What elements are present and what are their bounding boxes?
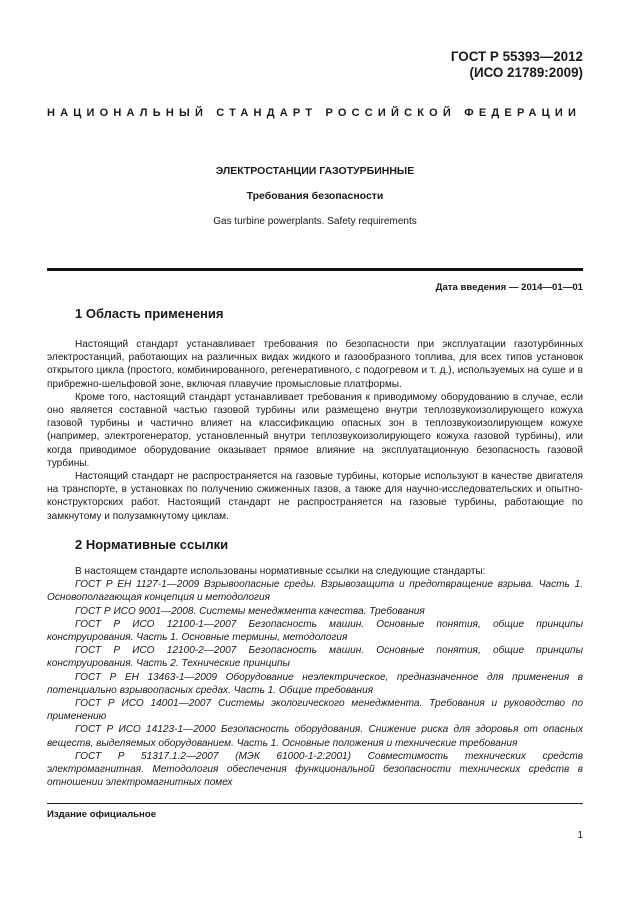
section-1-body [47,338,583,523]
reference-item: ГОСТ Р ИСО 12100-1—2007 Безопасность машин. Основные понятия, общие принципы конструирования. Часть 1. Основные термины, методология [47,618,583,644]
document-subtitle: Требования безопасности [246,190,384,202]
gost-number: ГОСТ Р 55393—2012 [450,49,583,64]
document-title: ЭЛЕКТРОСТАНЦИИ ГАЗОТУРБИННЫЕ [215,165,415,177]
reference-item: ГОСТ Р ЕН 13463-1—2009 Оборудование неэлектрическое, предназначенное для применения в потенциально взрывоопасных средах. Часть 1. Общие требования [47,671,583,696]
section-2-heading: 2 Нормативные ссылки [75,537,229,552]
section-1-paragraph: Кроме того, настоящий стандарт устанавливает требования к приводимому оборудованию в случае, если оно является составной частью газовой турбины или размещено внутри теплозвукоизолирующего кожуха газовой турбины и частично влияет на классификацию опасных зон в теплозвукоизолирующем кожухе (например, электрогенератор, установленный внутри теплозвукоизолирующего кожуха газовой турбины), или когда приводимое оборудование оказывает прямое влияние на эксплуатационную безопасность газовой турбины. [47,391,583,469]
standard-designation [451,49,583,81]
section-2-body [47,565,583,789]
references-intro: В настоящем стандарте использованы нормативные ссылки на следующие стандарты: [75,566,486,577]
footer-divider [47,803,583,804]
reference-item: ГОСТ Р ИСО 14123-1—2000 Безопасность оборудования. Снижение риска для здоровья от опасных веществ, выделяемых оборудованием. Часть 1. Основные положения и технические требования [47,724,583,749]
reference-item: ГОСТ Р ИСО 12100-2—2007 Безопасность машин. Основные понятия, общие принципы конструирования. Часть 2. Технические принципы [47,645,583,670]
section-1-paragraph: Настоящий стандарт не распространяется на газовые турбины, которые используют в качестве двигателя на транспорте, в установках по получению сжиженных газов, а также для научно-исследовательских и опытно-конструкторских работ. Настоящий стандарт не распространяется на газовые турбины, работающие по замкнутому и полузамкнутому циклам. [47,471,583,522]
reference-item: ГОСТ Р ИСО 14001—2007 Системы экологического менеджмента. Требования и руководство по применению [47,698,583,723]
reference-item: ГОСТ Р ИСО 9001—2008. Системы менеджмента качества. Требования [75,605,425,617]
reference-item: ГОСТ Р ЕН 1127-1—2009 Взрывоопасные среды. Взрывозащита и предотвращение взрыва. Часть 1. Основополагающая концепция и методология [47,579,583,604]
section-1-heading: 1 Область применения [75,306,224,321]
iso-number: (ИСО 21789:2009) [469,65,583,80]
page-number: 1 [577,830,583,841]
english-title: Gas turbine powerplants. Safety requirements [213,216,417,227]
introduction-date: Дата введения — 2014—01—01 [435,282,583,293]
official-edition-label: Издание официальное [47,809,157,820]
title-divider [47,268,583,271]
reference-item: ГОСТ Р 51317.1.2—2007 (МЭК 61000-1-2:2001) Совместимость технических средств электромагнитная. Методология обеспечения функциональной безопасности технических средств в отношении электромагнитных помех [47,750,583,789]
section-1-paragraph: Настоящий стандарт устанавливает требования по безопасности при эксплуатации газотурбинных электростанций, работающих на различных видах жидкого и газообразного топлива, для всех типов установок открытого цикла (простого, комбинированного, регенеративного, с подогревом и т. д.), используемых на суше и в прибрежно-шельфовой зоне, включая плавучие промысловые платформы. [47,339,583,390]
national-standard-banner: НАЦИОНАЛЬНЫЙ СТАНДАРТ РОССИЙСКОЙ ФЕДЕРАЦИИ [47,107,582,119]
